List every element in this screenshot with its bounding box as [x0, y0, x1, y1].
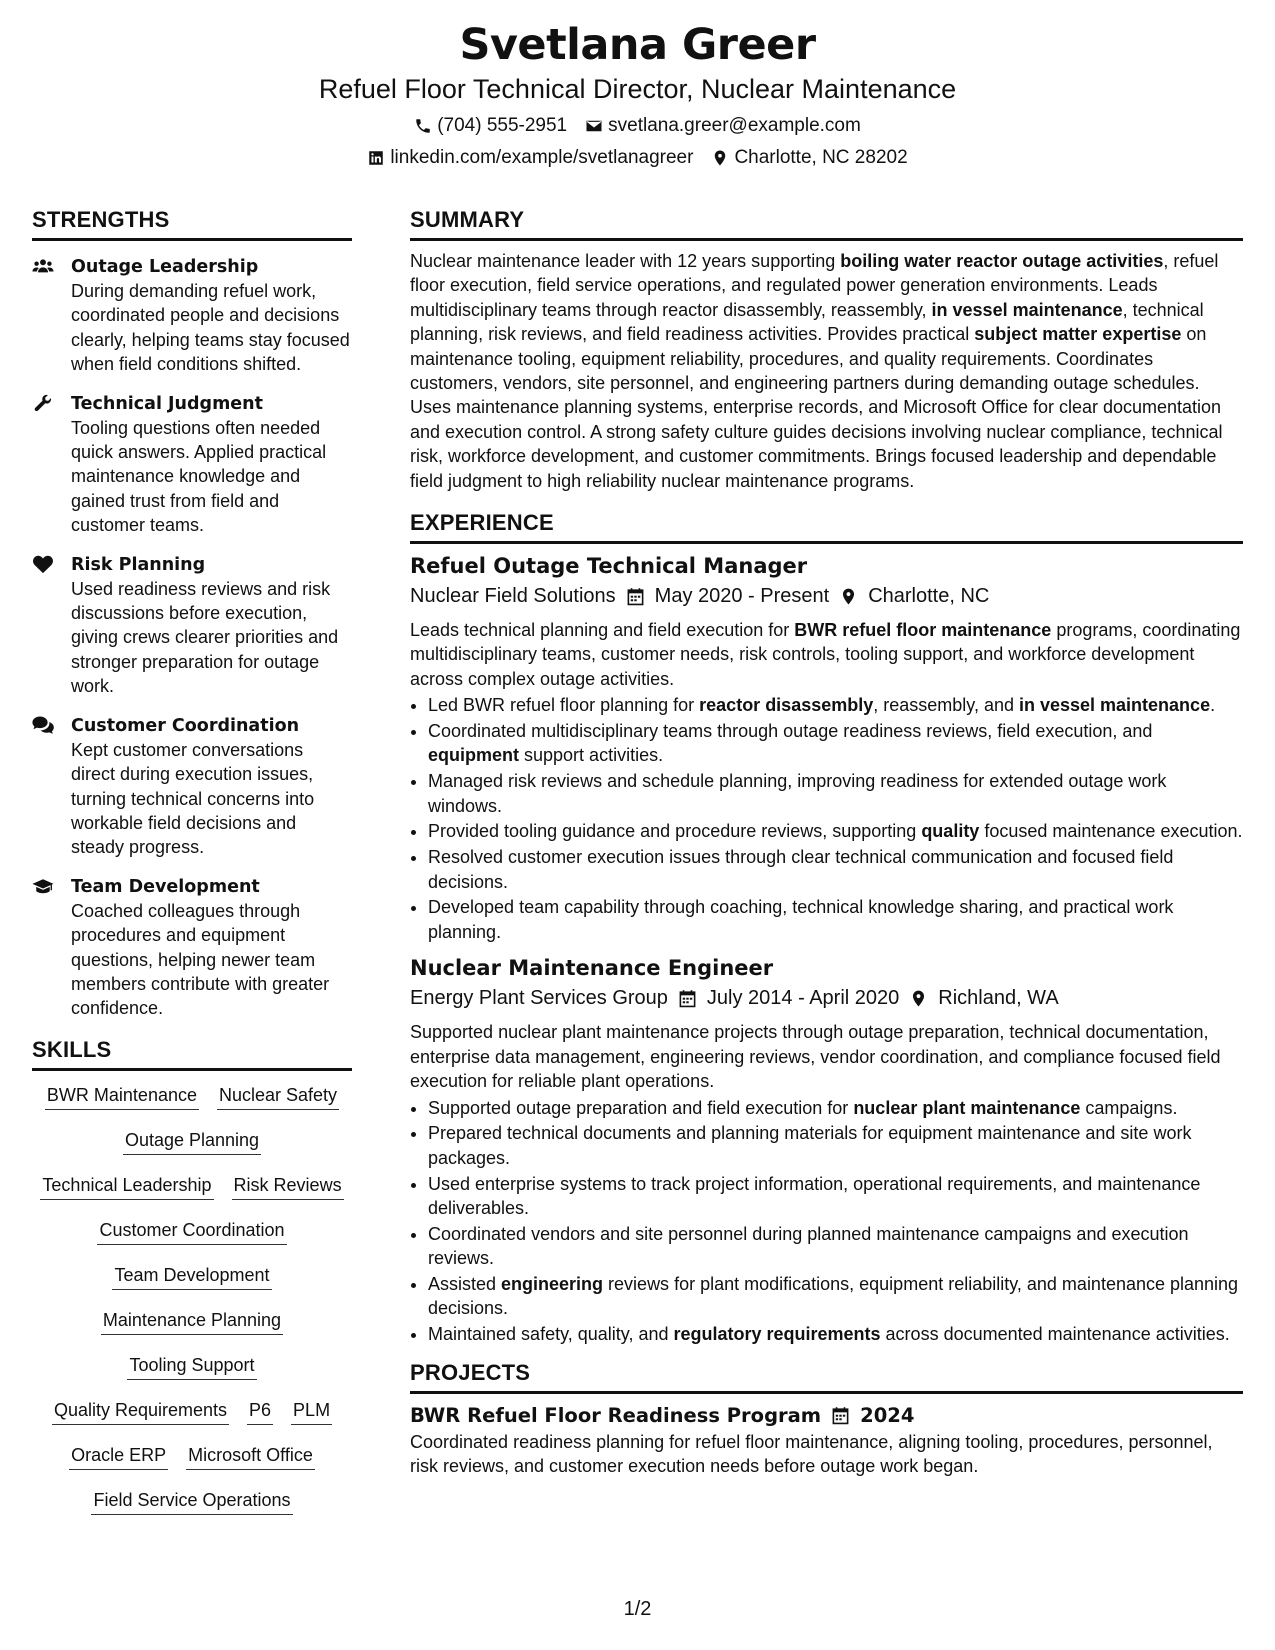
skill-tag: PLM: [291, 1398, 332, 1425]
summary-text: Nuclear maintenance leader with 12 years supporting boiling water reactor outage activities, refuel floor execution, field service operations, and regulated power generation environments. Leads multidisciplinary teams through reactor disassembly, reassembly, in vessel maintenance, technical planning, risk reviews, and field readiness activities. Provides practical subject matter expertise on maintenance tooling, equipment reliability, procedures, and quality requirements. Coordinates customers, vendors, site personnel, and engineering partners during demanding outage schedules. Uses maintenance planning systems, enterprise records, and Microsoft Office for clear documentation and execution control. A strong safety culture guides decisions involving nuclear compliance, technical risk, workforce development, and customer commitments. Brings focused leadership and dependable field judgment to high reliability nuclear maintenance programs.: [410, 251, 1223, 491]
job-bullet: • Coordinated vendors and site personnel during planned maintenance campaigns and execution reviews.: [428, 1222, 1243, 1271]
linkedin-text[interactable]: linkedin.com/example/svetlanagreer: [390, 147, 694, 168]
company-name: Nuclear Field Solutions: [410, 585, 616, 608]
bold-phrase: in vessel maintenance: [1018, 695, 1211, 716]
bold-phrase: subject matter expertise: [974, 324, 1182, 345]
job-dates: July 2014 - April 2020: [706, 987, 900, 1010]
skill-tag: P6: [247, 1398, 273, 1425]
bold-phrase: nuclear plant maintenance: [853, 1097, 1081, 1118]
strength-item: [32, 392, 352, 538]
strength-desc: Kept customer conversations direct during execution issues, turning technical concerns into workable field decisions and steady progress.: [71, 739, 315, 858]
skill-row: [32, 1488, 352, 1515]
calendar-icon: [678, 989, 697, 1008]
left-column: [32, 206, 352, 1533]
job-bullets: [410, 1096, 1243, 1347]
bold-phrase: BWR refuel floor maintenance: [794, 620, 1052, 641]
job-entry: [410, 552, 1243, 944]
job-bullet: • Managed risk reviews and schedule planning, improving readiness for extended outage work windows.: [428, 769, 1243, 818]
skill-row: [32, 1308, 352, 1335]
envelope-icon: [585, 117, 603, 135]
heart-icon: [32, 554, 54, 574]
skills-list: [32, 1083, 352, 1515]
job-bullet: • Resolved customer execution issues through clear technical communication and focused field decisions.: [428, 845, 1243, 894]
job-meta: [410, 582, 1243, 610]
strengths-heading: STRENGTHS: [32, 206, 352, 241]
strengths-list: [32, 255, 352, 1021]
bold-phrase: engineering: [501, 1273, 604, 1294]
job-bullet: • Used enterprise systems to track project information, operational requirements, and maintenance deliverables.: [428, 1172, 1243, 1221]
skill-row: [32, 1218, 352, 1245]
strength-desc: During demanding refuel work, coordinated people and decisions clearly, helping teams stay focused when field conditions shifted.: [71, 281, 350, 375]
skill-tag: Technical Leadership: [40, 1173, 213, 1200]
email-text[interactable]: svetlana.greer@example.com: [608, 115, 861, 136]
phone-contact: [414, 114, 567, 138]
comments-icon: [32, 715, 54, 735]
strength-title: Risk Planning: [71, 554, 206, 575]
skill-tag: Nuclear Safety: [217, 1083, 339, 1110]
strength-desc: Coached colleagues through procedures and equipment questions, helping newer team members contribute with greater confidence.: [71, 900, 330, 1019]
job-bullets: [410, 693, 1243, 944]
bold-phrase: reactor disassembly: [699, 695, 874, 716]
job-bullet: • Assisted engineering reviews for plant modifications, equipment reliability, and maintenance planning decisions.: [428, 1272, 1243, 1321]
linkedin-icon: [367, 149, 385, 167]
wrench-icon: [32, 393, 54, 413]
skill-tag: Customer Coordination: [97, 1218, 286, 1245]
skill-row: [32, 1353, 352, 1380]
calendar-icon: [831, 1406, 850, 1425]
project-title: BWR Refuel Floor Readiness Program: [410, 1403, 822, 1427]
company-name: Energy Plant Services Group: [410, 987, 668, 1010]
candidate-title: Refuel Floor Technical Director, Nuclear Maintenance: [318, 74, 957, 104]
calendar-icon: [626, 587, 645, 606]
bold-phrase: regulatory requirements: [673, 1324, 881, 1345]
contact-row-2: [0, 146, 1275, 170]
strength-title: Outage Leadership: [71, 257, 259, 277]
skills-heading: SKILLS: [32, 1036, 352, 1071]
job-bullet: • Coordinated multidisciplinary teams through outage readiness reviews, field execution, and equipment support activities.: [428, 719, 1243, 768]
job-meta: [410, 984, 1243, 1012]
job-summary: Leads technical planning and field execution for BWR refuel floor maintenance programs, coordinating multidisciplinary teams, customer needs, risk controls, tooling support, and workforce development across complex outage activities.: [410, 620, 1241, 689]
skill-row: [32, 1083, 352, 1110]
skill-tag: Oracle ERP: [69, 1443, 168, 1470]
skill-row: [32, 1443, 352, 1470]
bold-phrase: quality: [921, 821, 980, 842]
skill-tag: Outage Planning: [123, 1128, 261, 1155]
skill-tag: Team Development: [112, 1263, 271, 1290]
summary-heading: SUMMARY: [410, 206, 1243, 241]
page-number: 1/2: [623, 1598, 652, 1620]
job-bullet: • Supported outage preparation and field execution for nuclear plant maintenance campaigns.: [428, 1096, 1243, 1120]
phone-icon: [414, 117, 432, 135]
job-title: Nuclear Maintenance Engineer: [410, 956, 774, 981]
bold-phrase: boiling water reactor outage activities: [840, 251, 1164, 271]
job-location: Richland, WA: [938, 987, 1059, 1010]
resume-header: [0, 18, 1275, 170]
skill-tag: Maintenance Planning: [101, 1308, 283, 1335]
skill-tag: Quality Requirements: [52, 1398, 229, 1425]
bold-phrase: in vessel maintenance: [931, 299, 1123, 320]
people-group-icon: [32, 256, 54, 276]
linkedin-contact[interactable]: [367, 146, 693, 170]
skill-tag: Risk Reviews: [232, 1173, 344, 1200]
strength-title: Technical Judgment: [71, 393, 263, 414]
job-bullet: • Prepared technical documents and planning materials for equipment maintenance and site work packages.: [428, 1121, 1243, 1170]
strength-item: [32, 875, 352, 1021]
skill-row: [32, 1173, 352, 1200]
job-title: Refuel Outage Technical Manager: [410, 554, 808, 579]
skill-tag: Microsoft Office: [186, 1443, 315, 1470]
graduation-cap-icon: [32, 876, 54, 896]
job-summary: Supported nuclear plant maintenance projects through outage preparation, technical documentation, enterprise data management, engineering reviews, vendor coordination, and compliance focused field execution for reliable plant operations.: [410, 1022, 1221, 1092]
project-desc: Coordinated readiness planning for refuel floor maintenance, aligning tooling, procedures, personnel, risk reviews, and customer execution needs before outage work began.: [410, 1431, 1213, 1476]
skill-tag: Tooling Support: [127, 1353, 256, 1380]
map-pin-icon: [909, 989, 928, 1008]
project-entry: [410, 1402, 1243, 1479]
job-location: Charlotte, NC: [868, 585, 990, 608]
experience-heading: EXPERIENCE: [410, 509, 1243, 544]
job-bullet: • Developed team capability through coaching, technical knowledge sharing, and practical work planning.: [428, 895, 1243, 944]
strength-title: Team Development: [71, 876, 260, 897]
projects-heading: PROJECTS: [410, 1359, 1243, 1394]
job-bullet: • Maintained safety, quality, and regulatory requirements across documented maintenance activities.: [428, 1322, 1243, 1346]
bold-phrase: equipment: [428, 745, 520, 766]
map-pin-icon: [711, 149, 729, 167]
candidate-name: Svetlana Greer: [459, 20, 816, 70]
job-dates: May 2020 - Present: [654, 585, 830, 608]
contact-row-1: [0, 114, 1275, 138]
job-entry: [410, 954, 1243, 1346]
map-pin-icon: [839, 587, 858, 606]
skill-tag: BWR Maintenance: [45, 1083, 199, 1110]
strength-desc: Tooling questions often needed quick answers. Applied practical maintenance knowledge and gained trust from field and customer teams.: [71, 417, 327, 536]
job-bullet: • Provided tooling guidance and procedure reviews, supporting quality focused maintenance execution.: [428, 819, 1243, 843]
right-column: [410, 206, 1243, 1478]
strength-item: [32, 255, 352, 377]
skill-row: [32, 1128, 352, 1155]
project-title-row: [410, 1402, 1243, 1430]
location-contact: [711, 146, 907, 170]
skill-row: [32, 1398, 352, 1425]
skill-tag: Field Service Operations: [91, 1488, 292, 1515]
strength-item: [32, 553, 352, 699]
project-year: 2024: [860, 1403, 915, 1427]
phone-text: (704) 555-2951: [437, 115, 568, 136]
location-text: Charlotte, NC 28202: [734, 147, 908, 168]
strength-item: [32, 714, 352, 860]
skill-row: [32, 1263, 352, 1290]
email-contact[interactable]: [585, 114, 861, 138]
job-bullet: • Led BWR refuel floor planning for reactor disassembly, reassembly, and in vessel maintenance.: [428, 693, 1243, 717]
strength-title: Customer Coordination: [71, 715, 300, 736]
strength-desc: Used readiness reviews and risk discussions before execution, giving crews clearer priorities and stronger preparation for outage work.: [71, 578, 339, 697]
